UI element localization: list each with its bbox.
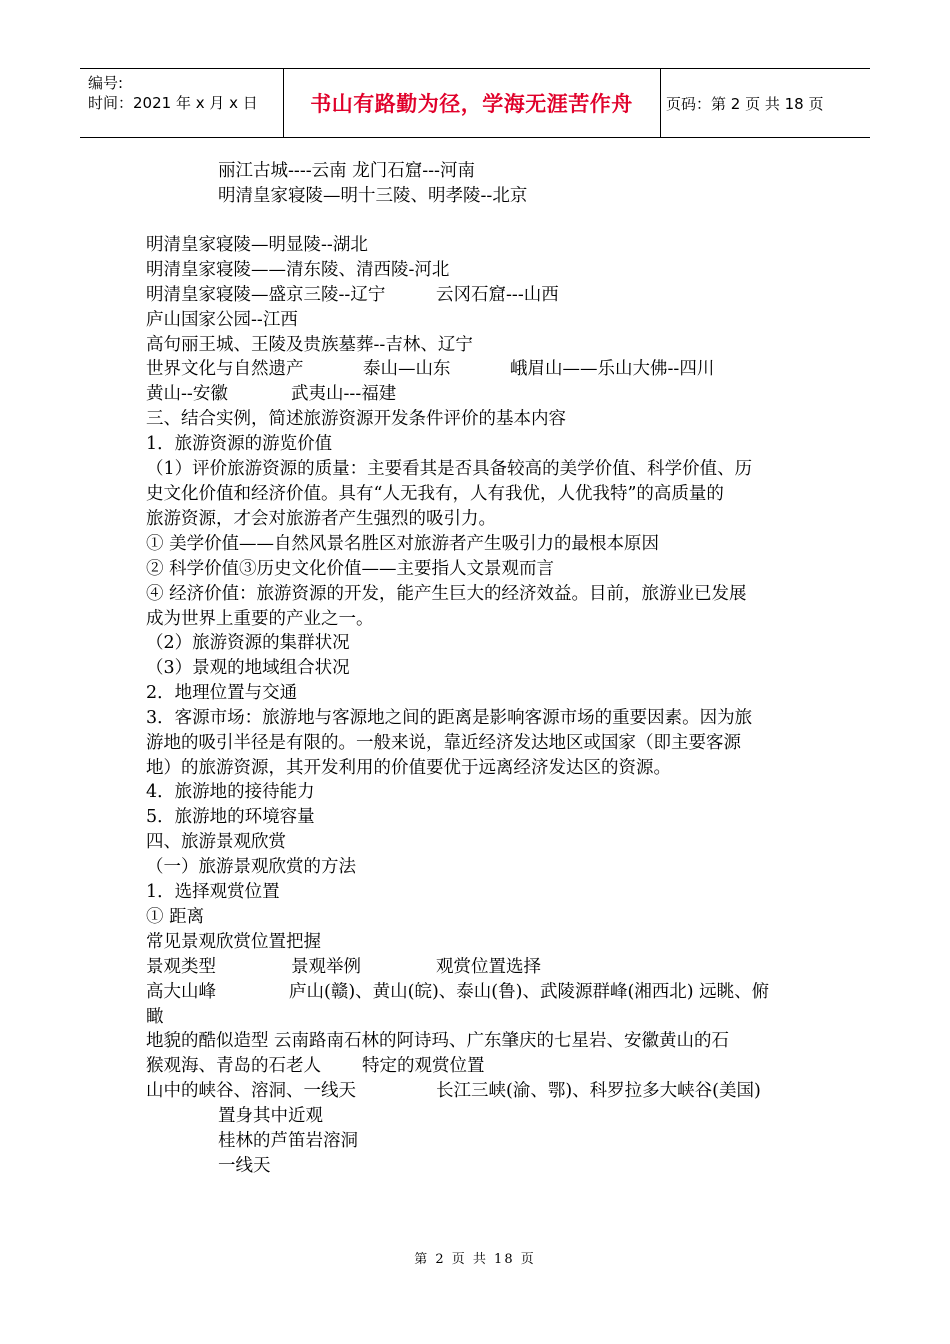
text-line: 瞰 (146, 1007, 164, 1027)
text-line: 成为世界上重要的产业之一。 (146, 609, 374, 629)
text-line: 游地的吸引半径是有限的。一般来说，靠近经济发达地区或国家（即主要客源 (146, 733, 741, 753)
column-header: 景观举例 (291, 957, 361, 977)
header-meta (88, 73, 283, 113)
table-cell: 长江三峡(渝、鄂)、科罗拉多大峡谷(美国) (436, 1081, 761, 1101)
text-line: （一）旅游景观欣赏的方法 (146, 857, 356, 877)
text-line: （2）旅游资源的集群状况 (146, 633, 350, 653)
table-row (146, 981, 770, 1003)
text-line: （3）景观的地域组合状况 (146, 658, 350, 678)
text-segment: 云冈石窟---山西 (436, 285, 559, 305)
document-time-label: 时间：2021 年 x 月 x 日 (88, 94, 258, 112)
text-segment: 黄山--安徽 (146, 384, 228, 404)
text-line (146, 358, 715, 380)
text-line: 高句丽王城、王陵及贵族墓葬--吉林、辽宁 (146, 335, 473, 355)
text-line: 史文化价值和经济价值。具有“人无我有，人有我优，人优我特”的高质量的 (146, 484, 724, 504)
table-row (146, 1080, 761, 1102)
text-line: 5．旅游地的环境容量 (146, 807, 315, 827)
header-table (80, 68, 870, 138)
table-cell: 猴观海、青岛的石老人 (146, 1056, 321, 1076)
text-line: ② 科学价值③历史文化价值——主要指人文景观而言 (146, 559, 555, 579)
text-line: 庐山国家公园--江西 (146, 310, 298, 330)
text-line: ④ 经济价值：旅游资源的开发，能产生巨大的经济效益。目前，旅游业已发展 (146, 584, 747, 604)
text-line: 2．地理位置与交通 (146, 683, 298, 703)
page-footer: 第 2 页 共 18 页 (414, 1252, 536, 1267)
text-line: 一线天 (218, 1156, 271, 1176)
table-row (146, 1055, 485, 1077)
table-header-row (146, 956, 541, 978)
text-segment: 武夷山---福建 (291, 384, 397, 404)
table-cell: 山中的峡谷、溶洞、一线天 (146, 1081, 356, 1101)
text-line: 明清皇家寝陵—明显陵--湖北 (146, 235, 368, 255)
text-line: 桂林的芦笛岩溶洞 (218, 1131, 358, 1151)
section-heading: 四、旅游景观欣赏 (146, 832, 286, 852)
text-line: 旅游资源，才会对旅游者产生强烈的吸引力。 (146, 509, 496, 529)
text-line: 3．客源市场：旅游地与客源地之间的距离是影响客源市场的重要因素。因为旅 (146, 708, 753, 728)
text-line: 地）的旅游资源，其开发利用的价值要优于远离经济发达区的资源。 (146, 758, 671, 778)
table-cell: 高大山峰 (146, 982, 216, 1002)
text-line: 丽江古城----云南 龙门石窟---河南 (218, 161, 475, 181)
document-number-label: 编号: (88, 74, 124, 92)
text-line (146, 284, 559, 306)
text-segment: 明清皇家寝陵—盛京三陵--辽宁 (146, 285, 386, 305)
text-line: 4．旅游地的接待能力 (146, 782, 315, 802)
text-line: 明清皇家寝陵—明十三陵、明孝陵--北京 (218, 186, 528, 206)
text-segment: 泰山—山东 (363, 359, 451, 379)
section-heading: 三、结合实例，简述旅游资源开发条件评价的基本内容 (146, 409, 566, 429)
text-line: 置身其中近观 (218, 1106, 323, 1126)
text-line: 1．选择观赏位置 (146, 882, 280, 902)
text-line: 常见景观欣赏位置把握 (146, 932, 321, 952)
header-page-label: 页码：第 2 页 共 18 页 (666, 94, 824, 113)
table-cell: 特定的观赏位置 (362, 1056, 485, 1076)
column-header: 观赏位置选择 (436, 957, 541, 977)
text-segment: 世界文化与自然遗产 (146, 359, 304, 379)
text-line: （1）评价旅游资源的质量：主要看其是否具备较高的美学价值、科学价值、历 (146, 459, 753, 479)
text-line: 1．旅游资源的游览价值 (146, 434, 333, 454)
text-line: ① 美学价值——自然风景名胜区对旅游者产生吸引力的最根本原因 (146, 534, 660, 554)
table-cell: 庐山(赣)、黄山(皖)、泰山(鲁)、武陵源群峰(湘西北) 远眺、俯 (289, 982, 770, 1002)
text-line (146, 383, 397, 405)
text-line: 明清皇家寝陵——清东陵、清西陵-河北 (146, 260, 450, 280)
header-divider (660, 69, 661, 137)
header-motto: 书山有路勤为径，学海无涯苦作舟 (310, 92, 633, 116)
text-line: 地貌的酷似造型 云南路南石林的阿诗玛、广东肇庆的七星岩、安徽黄山的石 (146, 1031, 730, 1051)
text-segment: 峨眉山——乐山大佛--四川 (510, 359, 715, 379)
text-line: ① 距离 (146, 907, 205, 927)
column-header: 景观类型 (146, 957, 216, 977)
